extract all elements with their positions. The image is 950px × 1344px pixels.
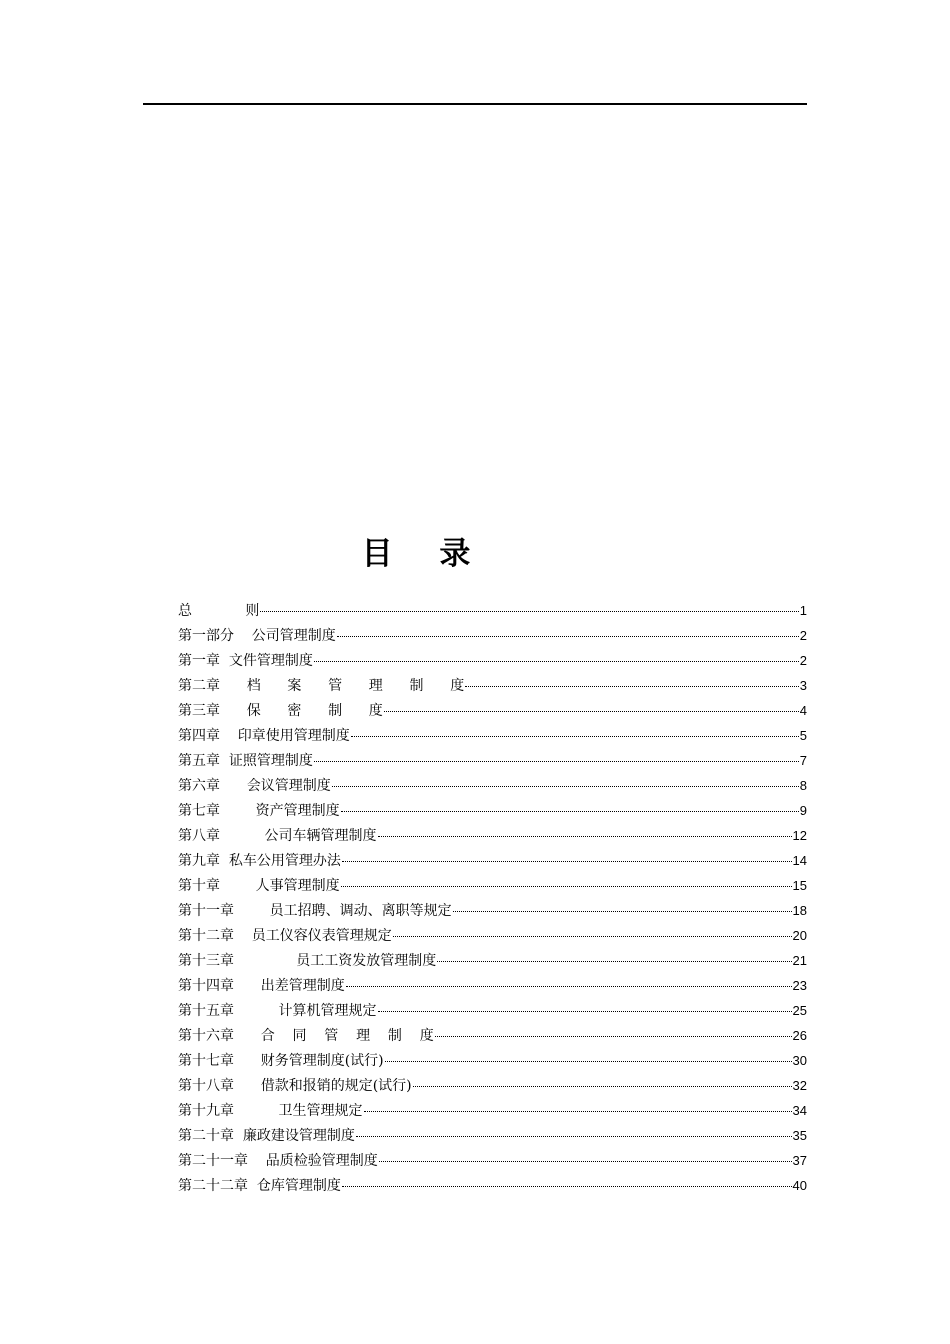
toc-entry-label: 第九章 私车公用管理办法 — [178, 853, 341, 869]
toc-entry[interactable] — [178, 723, 807, 748]
toc-entry-label: 第二十一章 品质检验管理制度 — [178, 1153, 378, 1169]
toc-entry-label: 第十四章 出差管理制度 — [178, 978, 345, 994]
toc-entry-page-number: 8 — [799, 778, 807, 793]
toc-dot-leader — [332, 786, 799, 787]
toc-title: 目 录 — [361, 536, 489, 572]
toc-entry-page-number: 23 — [792, 978, 807, 993]
toc-entry-label: 第十一章 员工招聘、调动、离职等规定 — [178, 903, 452, 919]
toc-dot-leader — [314, 761, 799, 762]
toc-dot-leader — [356, 1136, 792, 1137]
toc-entry-page-number: 2 — [799, 653, 807, 668]
toc-entry-page-number: 26 — [792, 1028, 807, 1043]
header-rule — [143, 103, 807, 105]
toc-entry-label: 第十二章 员工仪容仪表管理规定 — [178, 928, 392, 944]
toc-entry-label: 第五章 证照管理制度 — [178, 753, 313, 769]
toc-entry-page-number: 18 — [792, 903, 807, 918]
toc-entry-label: 第十五章 计算机管理规定 — [178, 1003, 377, 1019]
toc-dot-leader — [351, 736, 799, 737]
toc-entry-label: 第十六章 合 同 管 理 制 度 — [178, 1028, 434, 1044]
toc-entry-label: 第十八章 借款和报销的规定(试行) — [178, 1078, 412, 1094]
toc-entry-page-number: 37 — [792, 1153, 807, 1168]
toc-dot-leader — [435, 1036, 792, 1037]
toc-entry[interactable] — [178, 748, 807, 773]
toc-entry-page-number: 15 — [792, 878, 807, 893]
toc-entry-page-number: 35 — [792, 1128, 807, 1143]
toc-dot-leader — [337, 636, 799, 637]
toc-dot-leader — [378, 836, 792, 837]
toc-entry-label: 第十章 人事管理制度 — [178, 878, 340, 894]
toc-entry[interactable] — [178, 1073, 807, 1098]
toc-dot-leader — [453, 911, 792, 912]
toc-entry[interactable] — [178, 698, 807, 723]
toc-list — [178, 598, 807, 1198]
toc-entry-label: 第一部分 公司管理制度 — [178, 628, 336, 644]
toc-entry[interactable] — [178, 1123, 807, 1148]
toc-entry[interactable] — [178, 973, 807, 998]
toc-dot-leader — [385, 1061, 792, 1062]
toc-dot-leader — [342, 861, 792, 862]
toc-entry[interactable] — [178, 648, 807, 673]
toc-entry-page-number: 9 — [799, 803, 807, 818]
toc-entry-label: 第十七章 财务管理制度(试行) — [178, 1053, 384, 1069]
toc-entry-label: 第一章 文件管理制度 — [178, 653, 313, 669]
toc-entry[interactable] — [178, 1148, 807, 1173]
toc-dot-leader — [393, 936, 792, 937]
toc-entry-page-number: 14 — [792, 853, 807, 868]
toc-entry-label: 第八章 公司车辆管理制度 — [178, 828, 377, 844]
toc-entry-page-number: 25 — [792, 1003, 807, 1018]
toc-entry[interactable] — [178, 873, 807, 898]
toc-dot-leader — [341, 886, 792, 887]
toc-entry-page-number: 4 — [799, 703, 807, 718]
toc-entry[interactable] — [178, 823, 807, 848]
toc-entry[interactable] — [178, 848, 807, 873]
toc-dot-leader — [341, 811, 799, 812]
toc-entry[interactable] — [178, 1048, 807, 1073]
toc-entry-label: 第二章 档 案 管 理 制 度 — [178, 678, 465, 694]
toc-entry-label: 第十三章 员工工资发放管理制度 — [178, 953, 437, 969]
toc-dot-leader — [384, 711, 799, 712]
toc-dot-leader — [364, 1111, 792, 1112]
toc-entry-page-number: 5 — [799, 728, 807, 743]
toc-entry-page-number: 34 — [792, 1103, 807, 1118]
toc-dot-leader — [413, 1086, 792, 1087]
toc-entry-label: 第十九章 卫生管理规定 — [178, 1103, 363, 1119]
toc-entry[interactable] — [178, 773, 807, 798]
toc-entry-page-number: 40 — [792, 1178, 807, 1193]
toc-entry-page-number: 1 — [799, 603, 807, 618]
toc-entry-page-number: 7 — [799, 753, 807, 768]
toc-entry[interactable] — [178, 948, 807, 973]
toc-dot-leader — [437, 961, 791, 962]
toc-entry-label: 第六章 会议管理制度 — [178, 778, 331, 794]
toc-entry-label: 第二十二章 仓库管理制度 — [178, 1178, 341, 1194]
toc-entry[interactable] — [178, 598, 807, 623]
toc-entry[interactable] — [178, 923, 807, 948]
toc-entry-page-number: 12 — [792, 828, 807, 843]
toc-entry-label: 总 则 — [178, 603, 260, 619]
toc-entry[interactable] — [178, 1023, 807, 1048]
toc-entry-page-number: 3 — [799, 678, 807, 693]
toc-dot-leader — [342, 1186, 792, 1187]
toc-dot-leader — [260, 611, 798, 612]
toc-dot-leader — [465, 686, 799, 687]
toc-dot-leader — [379, 1161, 792, 1162]
toc-entry[interactable] — [178, 623, 807, 648]
toc-entry[interactable] — [178, 1098, 807, 1123]
toc-entry-page-number: 2 — [799, 628, 807, 643]
toc-entry-page-number: 21 — [792, 953, 807, 968]
toc-entry[interactable] — [178, 798, 807, 823]
toc-dot-leader — [378, 1011, 792, 1012]
toc-entry[interactable] — [178, 898, 807, 923]
toc-entry-label: 第四章 印章使用管理制度 — [178, 728, 350, 744]
toc-entry[interactable] — [178, 673, 807, 698]
toc-dot-leader — [346, 986, 792, 987]
toc-entry-label: 第二十章 廉政建设管理制度 — [178, 1128, 355, 1144]
toc-entry[interactable] — [178, 998, 807, 1023]
toc-dot-leader — [314, 661, 799, 662]
toc-entry-page-number: 30 — [792, 1053, 807, 1068]
toc-entry-label: 第三章 保 密 制 度 — [178, 703, 383, 719]
toc-entry[interactable] — [178, 1173, 807, 1198]
toc-entry-label: 第七章 资产管理制度 — [178, 803, 340, 819]
toc-entry-page-number: 32 — [792, 1078, 807, 1093]
toc-entry-page-number: 20 — [792, 928, 807, 943]
